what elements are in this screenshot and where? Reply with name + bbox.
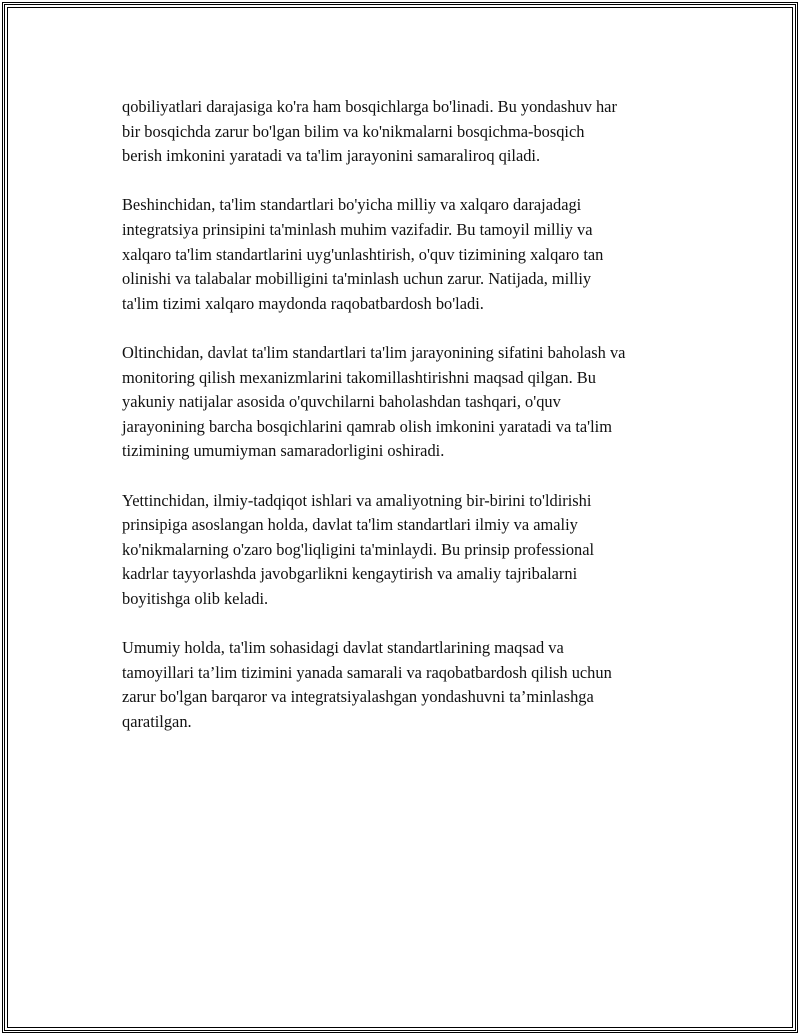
- text-line: prinsipiga asoslangan holda, davlat ta'lim standartlari ilmiy va amaliy: [122, 515, 578, 535]
- text-line: jarayonining barcha bosqichlarini qamrab olish imkonini yaratadi va ta'lim: [122, 416, 612, 436]
- text-line: Umumiy holda, ta'lim sohasidagi davlat standartlarining maqsad va: [122, 638, 564, 658]
- text-line: kadrlar tayyorlashda javobgarlikni kengaytirish va amaliy tajribalarni: [122, 564, 578, 584]
- text-line: boyitishga olib keladi.: [122, 588, 269, 608]
- text-line: monitoring qilish mexanizmlarini takomillashtirishni maqsad qilgan. Bu: [122, 367, 596, 387]
- text-line: Yettinchidan, ilmiy-tadqiqot ishlari va amaliyotning bir-birini to'ldirishi: [122, 490, 592, 510]
- paragraph-4: [122, 489, 702, 612]
- text-line: ta'lim tizimi xalqaro maydonda raqobatbardosh bo'ladi.: [122, 293, 484, 313]
- text-line: olinishi va talabalar mobilligini ta'minlash uchun zarur. Natijada, milliy: [122, 269, 592, 289]
- text-line: berish imkonini yaratadi va ta'lim jarayonini samaraliroq qiladi.: [122, 146, 541, 166]
- text-line: ko'nikmalarning o'zaro bog'liqligini ta'minlaydi. Bu prinsip professional: [122, 539, 595, 559]
- text-line: Oltinchidan, davlat ta'lim standartlari ta'lim jarayonining sifatini baholash va: [122, 342, 626, 362]
- document-body: [122, 95, 702, 759]
- text-line: xalqaro ta'lim standartlarini uyg'unlashtirish, o'quv tizimining xalqaro tan: [122, 244, 604, 264]
- text-line: Beshinchidan, ta'lim standartlari bo'yicha milliy va xalqaro darajadagi: [122, 195, 582, 215]
- paragraph-2: [122, 193, 702, 316]
- text-line: yakuniy natijalar asosida o'quvchilarni baholashdan tashqari, o'quv: [122, 392, 561, 412]
- text-line: integratsiya prinsipini ta'minlash muhim vazifadir. Bu tamoyil milliy va: [122, 219, 593, 239]
- text-line: tizimining umumiyman samaradorligini oshiradi.: [122, 441, 445, 461]
- text-line: bir bosqichda zarur bo'lgan bilim va ko'nikmalarni bosqichma-bosqich: [122, 121, 585, 141]
- text-line: qaratilgan.: [122, 711, 192, 731]
- text-line: qobiliyatlari darajasiga ko'ra ham bosqichlarga bo'linadi. Bu yondashuv har: [122, 97, 617, 116]
- paragraph-5: [122, 636, 702, 734]
- text-line: zarur bo'lgan barqaror va integratsiyalashgan yondashuvni ta’minlashga: [122, 687, 594, 707]
- paragraph-1: [122, 95, 702, 169]
- document-page: [2, 2, 798, 1033]
- text-line: tamoyillari ta’lim tizimini yanada samarali va raqobatbardosh qilish uchun: [122, 662, 612, 682]
- paragraph-3: [122, 341, 702, 464]
